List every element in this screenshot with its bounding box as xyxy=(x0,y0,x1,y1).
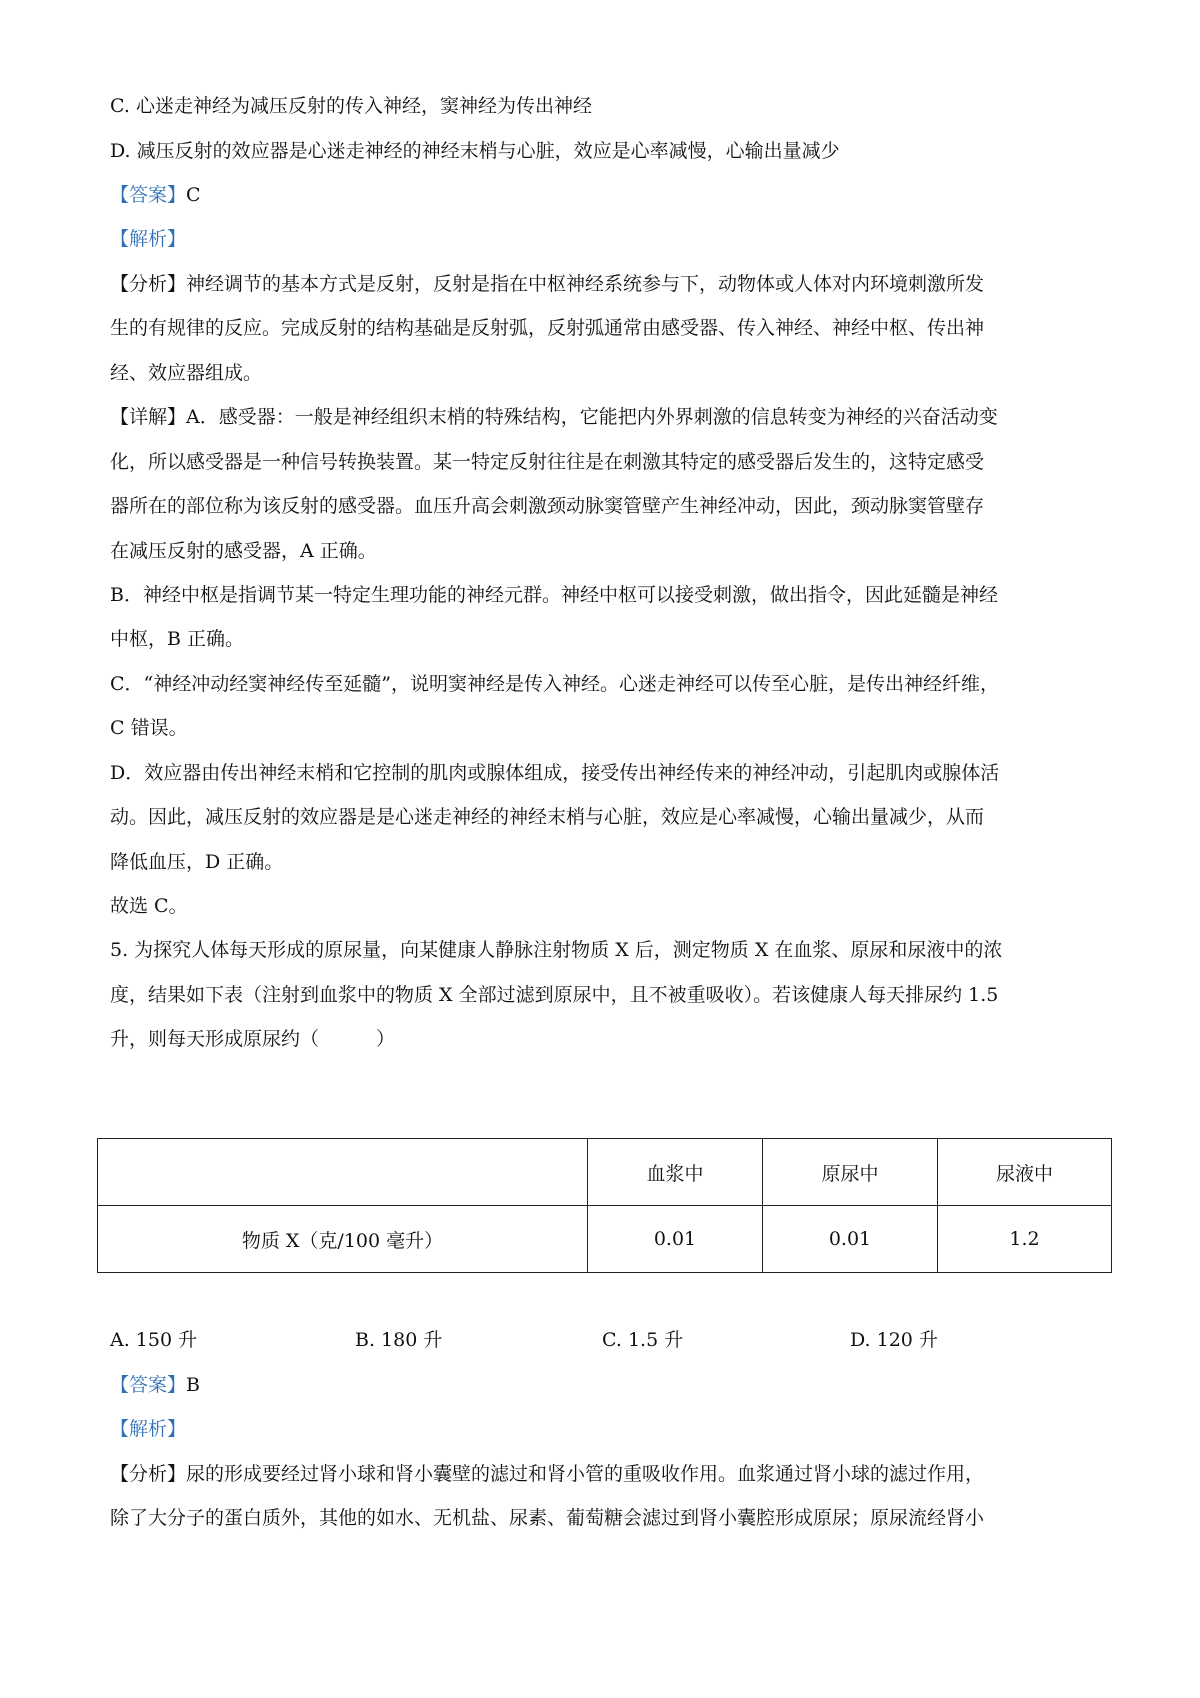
text-line: 经、效应器组成。 xyxy=(110,362,263,384)
analysis-label: 【解析】 xyxy=(110,228,187,250)
option-b: B. 180 升 xyxy=(355,1329,443,1351)
text-line: 【分析】神经调节的基本方式是反射，反射是指在中枢神经系统参与下，动物体或人体对内环境刺激所发 xyxy=(110,273,985,295)
text-line: 器所在的部位称为该反射的感受器。血压升高会刺激颈动脉窦管壁产生神经冲动，因此，颈动脉窦管壁存 xyxy=(110,495,985,517)
table-cell: 尿液中 xyxy=(938,1139,1112,1206)
answer-value: B xyxy=(186,1374,200,1396)
text-line: 在减压反射的感受器，A 正确。 xyxy=(110,540,377,562)
option-d: D. 120 升 xyxy=(850,1329,938,1351)
table-row xyxy=(98,1206,1112,1273)
text-line: 降低血压，D 正确。 xyxy=(110,851,284,873)
text-line: 化，所以感受器是一种信号转换装置。某一特定反射往往是在刺激其特定的感受器后发生的，这特定感受 xyxy=(110,451,985,473)
table-cell: 1.2 xyxy=(938,1206,1112,1273)
answer-label: 【答案】 xyxy=(110,184,187,206)
answer-line-1 xyxy=(110,181,1100,209)
table-header-row xyxy=(98,1139,1112,1206)
table-cell: 0.01 xyxy=(763,1206,938,1273)
analysis-label: 【解析】 xyxy=(110,1418,187,1440)
option-d-line: D. 减压反射的效应器是心迷走神经的神经末梢与心脏，效应是心率减慢，心输出量减少 xyxy=(110,140,840,162)
text-line: B．神经中枢是指调节某一特定生理功能的神经元群。神经中枢可以接受刺激，做出指令，因此延髓是神经 xyxy=(110,584,998,606)
question-5-line: 度，结果如下表（注射到血浆中的物质 X 全部过滤到原尿中，且不被重吸收）。若该健康人每天排尿约 1.5 xyxy=(110,984,999,1006)
option-c: C. 1.5 升 xyxy=(602,1329,684,1351)
text-line: C．“神经冲动经窦神经传至延髓”，说明窦神经是传入神经。心迷走神经可以传至心脏，是传出神经纤维， xyxy=(110,673,999,695)
text-line: 除了大分子的蛋白质外，其他的如水、无机盐、尿素、葡萄糖会滤过到肾小囊腔形成原尿；原尿流经肾小 xyxy=(110,1507,985,1529)
text-line: 【详解】A．感受器：一般是神经组织末梢的特殊结构，它能把内外界刺激的信息转变为神经的兴奋活动变 xyxy=(110,406,998,428)
answer-label: 【答案】 xyxy=(110,1374,187,1396)
question-5-line: 升，则每天形成原尿约（ ） xyxy=(110,1028,396,1050)
table-cell: 原尿中 xyxy=(763,1139,938,1206)
question-5-line: 5. 为探究人体每天形成的原尿量，向某健康人静脉注射物质 X 后，测定物质 X 在血浆、原尿和尿液中的浓 xyxy=(110,939,1003,961)
text-line: 生的有规律的反应。完成反射的结构基础是反射弧，反射弧通常由感受器、传入神经、神经中枢、传出神 xyxy=(110,317,985,339)
text-line: 中枢，B 正确。 xyxy=(110,628,245,650)
text-line: 【分析】尿的形成要经过肾小球和肾小囊壁的滤过和肾小管的重吸收作用。血浆通过肾小球的滤过作用， xyxy=(110,1463,985,1485)
table-cell: 物质 X（克/100 毫升） xyxy=(98,1206,588,1273)
text-line: 故选 C。 xyxy=(110,895,188,917)
option-c-line: C. 心迷走神经为减压反射的传入神经，窦神经为传出神经 xyxy=(110,95,592,117)
data-table xyxy=(97,1138,1112,1273)
answer-value: C xyxy=(186,184,201,206)
answer-line-2 xyxy=(110,1371,1100,1399)
table-cell: 血浆中 xyxy=(588,1139,763,1206)
table-cell: 0.01 xyxy=(588,1206,763,1273)
text-line: 动。因此，减压反射的效应器是是心迷走神经的神经末梢与心脏，效应是心率减慢，心输出量减少，从而 xyxy=(110,806,985,828)
text-line: C 错误。 xyxy=(110,717,188,739)
text-line: D．效应器由传出神经末梢和它控制的肌肉或腺体组成，接受传出神经传来的神经冲动，引起肌肉或腺体活 xyxy=(110,762,1000,784)
option-a: A. 150 升 xyxy=(110,1329,198,1351)
table-cell xyxy=(98,1139,588,1206)
